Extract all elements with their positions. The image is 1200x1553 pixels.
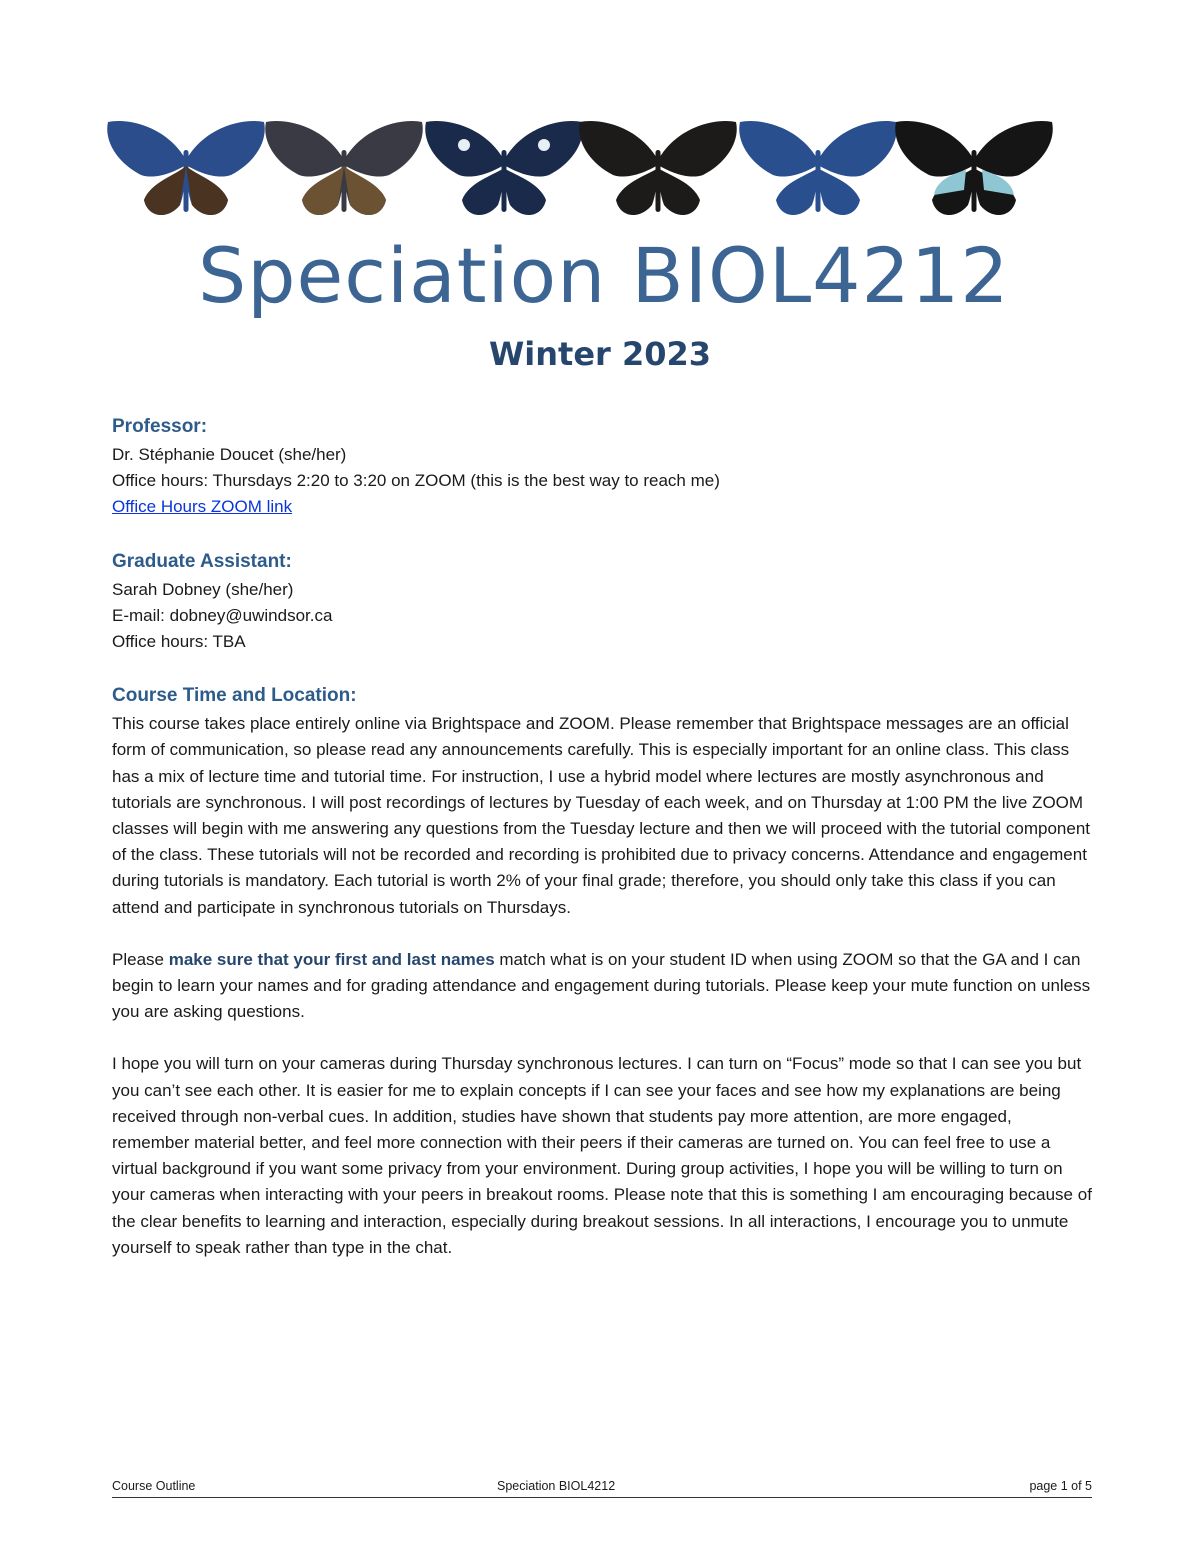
ga-email: E-mail: dobney@uwindsor.ca <box>112 605 333 625</box>
course-time-section <box>112 681 1092 1261</box>
page-footer <box>112 1477 1092 1498</box>
butterfly-banner <box>106 112 1056 222</box>
course-time-paragraph-3: I hope you will turn on your cameras during Thursday synchronous lectures. I can turn on “Focus” mode so that I can see you but you can’t see each other. It is easier for me to explain concepts if I can see your faces and see how my explanations are being received through non-verbal cues. In addition, studies have shown that students pay more attention, are more engaged, remember material better, and feel more connection with their peers if their cameras are turned on. You can feel free to use a virtual background if you want some privacy from your environment. During group activities, I hope you will be willing to turn on your cameras when interacting with your peers in breakout rooms. Please note that this is something I am encouraging because of the clear benefits to learning and interaction, especially during breakout sessions. In all interactions, I encourage you to unmute yourself to speak rather than type in the chat. <box>112 1054 1092 1257</box>
butterfly-icon <box>265 121 423 215</box>
professor-section <box>112 412 1092 521</box>
names-emphasis: make sure that your first and last names <box>168 949 495 969</box>
footer-center: Speciation BIOL4212 <box>497 1479 616 1493</box>
course-time-paragraph-2 <box>112 947 1092 1026</box>
paragraph-2-rest: match what is on your student ID when using ZOOM so that the GA and I can begin to learn your names and for grading attendance and engagement during tutorials. Please keep your mute function on unless you are asking questions. <box>112 949 1091 1022</box>
course-time-paragraph-1: This course takes place entirely online via Brightspace and ZOOM. Please remember that Brightspace messages are an official form of communication, so please read any announcements carefully. This is especially important for an online class. This class has a mix of lecture time and tutorial time. For instruction, I use a hybrid model where lectures are mostly asynchronous and tutorials are synchronous. I will post recordings of lectures by Tuesday of each week, and on Thursday at 1:00 PM the live ZOOM classes will begin with me answering any questions from the Tuesday lecture and then we will proceed with the tutorial component of the class. These tutorials will not be recorded and recording is prohibited due to privacy concerns. Attendance and engagement during tutorials is mandatory. Each tutorial is worth 2% of your final grade; therefore, you should only take this class if you can attend and participate in synchronous tutorials on Thursdays. <box>112 714 1091 917</box>
ga-name: Sarah Dobney (she/her) <box>112 579 294 599</box>
ga-office-hours: Office hours: TBA <box>112 632 246 652</box>
office-hours-zoom-link[interactable]: Office Hours ZOOM link <box>112 497 293 517</box>
butterfly-icon <box>579 121 737 215</box>
professor-heading: Professor: <box>112 416 208 437</box>
professor-name: Dr. Stéphanie Doucet (she/her) <box>112 445 347 464</box>
butterfly-icon <box>425 121 583 215</box>
term-heading: Winter 2023 <box>488 335 712 373</box>
page-number: page 1 of 5 <box>1029 1479 1092 1493</box>
course-time-heading: Course Time and Location: <box>112 685 357 707</box>
butterfly-icon <box>107 121 265 215</box>
graduate-assistant-heading: Graduate Assistant: <box>112 550 292 572</box>
document-body <box>112 412 1092 1261</box>
butterfly-icon <box>739 121 897 215</box>
paragraph-2-lead: Please <box>112 949 169 969</box>
graduate-assistant-section <box>112 547 1092 656</box>
course-title: Speciation BIOL4212 <box>198 231 1010 320</box>
butterfly-icon <box>895 121 1053 215</box>
professor-office-hours: Office hours: Thursdays 2:20 to 3:20 on ZOOM (this is the best way to reach me) <box>112 471 720 491</box>
footer-left: Course Outline <box>112 1479 196 1493</box>
